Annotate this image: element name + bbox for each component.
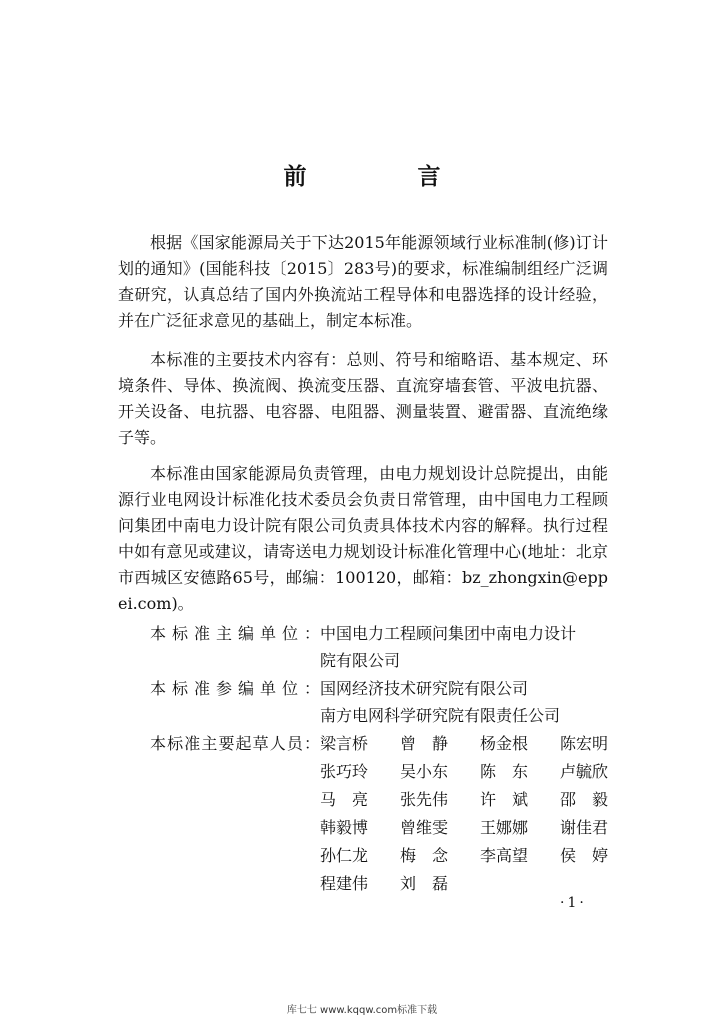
drafter-name: 张巧玲 — [320, 762, 369, 781]
drafter-name: 陈 东 — [480, 762, 529, 781]
paragraph-origin: 根据《国家能源局关于下达2015年能源领域行业标准制(修)订计划的通知》(国能科技〔2015〕283号)的要求，标准编制组经广泛调查研究，认真总结了国内外换流站工程导体和电器选择的设计经验，并在广泛征求意见的基础上，制定本标准。 — [118, 233, 608, 330]
drafter-name: 吴小东 — [400, 762, 449, 781]
drafter-name: 程建伟 — [320, 874, 369, 893]
drafter-name: 王娜娜 — [480, 818, 529, 837]
drafter-name: 孙仁龙 — [320, 846, 369, 865]
participating-value: 南方电网科学研究院有限责任公司 — [320, 706, 561, 725]
drafter-name: 卢毓欣 — [560, 762, 609, 781]
page-title: 前 言 — [283, 163, 485, 190]
page-number: ·1· — [560, 895, 587, 911]
drafter-name: 韩毅博 — [320, 818, 369, 837]
drafter-name: 梅 念 — [400, 846, 449, 865]
paragraph-management: 本标准由国家能源局负责管理，由电力规划设计总院提出，由能源行业电网设计标准化技术委员会负责日常管理，由中国电力工程顾问集团中南电力设计院有限公司负责具体技术内容的解释。执行过程中如有意见或建议，请寄送电力规划设计标准化管理中心(地址：北京市西城区安德路65号，邮编：100120，邮箱：bz_zhongxin@eppei.com)。 — [118, 464, 608, 613]
participating-value: 国网经济技术研究院有限公司 — [320, 679, 529, 698]
footer-watermark: 库七七 www.kqqw.com标准下载 — [286, 1005, 438, 1016]
paragraph-contents: 本标准的主要技术内容有：总则、符号和缩略语、基本规定、环境条件、导体、换流阀、换流变压器、直流穿墙套管、平波电抗器、开关设备、电抗器、电容器、电阻器、测量装置、避雷器、直流绝缘子等。 — [118, 350, 608, 447]
drafter-name: 曾维雯 — [400, 818, 449, 837]
drafter-name: 梁言桥 — [320, 734, 369, 753]
chief-editor-label: 本标准主编单位： — [150, 624, 320, 643]
drafter-name: 邵 毅 — [560, 790, 609, 809]
chief-editor-value: 中国电力工程顾问集团中南电力设计 — [320, 624, 577, 643]
drafter-name: 杨金根 — [480, 734, 529, 753]
drafter-name: 李高望 — [480, 846, 529, 865]
drafter-name: 张先伟 — [400, 790, 449, 809]
drafter-name: 侯 婷 — [560, 846, 609, 865]
participating-label: 本标准参编单位： — [150, 679, 320, 698]
drafter-name: 许 斌 — [480, 790, 529, 809]
drafter-name: 曾 静 — [400, 734, 449, 753]
drafters-label: 本标准主要起草人员： — [150, 734, 320, 753]
drafter-name: 刘 磊 — [400, 874, 449, 893]
chief-editor-value-cont: 院有限公司 — [320, 651, 401, 670]
drafter-name: 陈宏明 — [560, 734, 609, 753]
drafter-name: 马 亮 — [320, 790, 369, 809]
drafter-name: 谢佳君 — [560, 818, 609, 837]
